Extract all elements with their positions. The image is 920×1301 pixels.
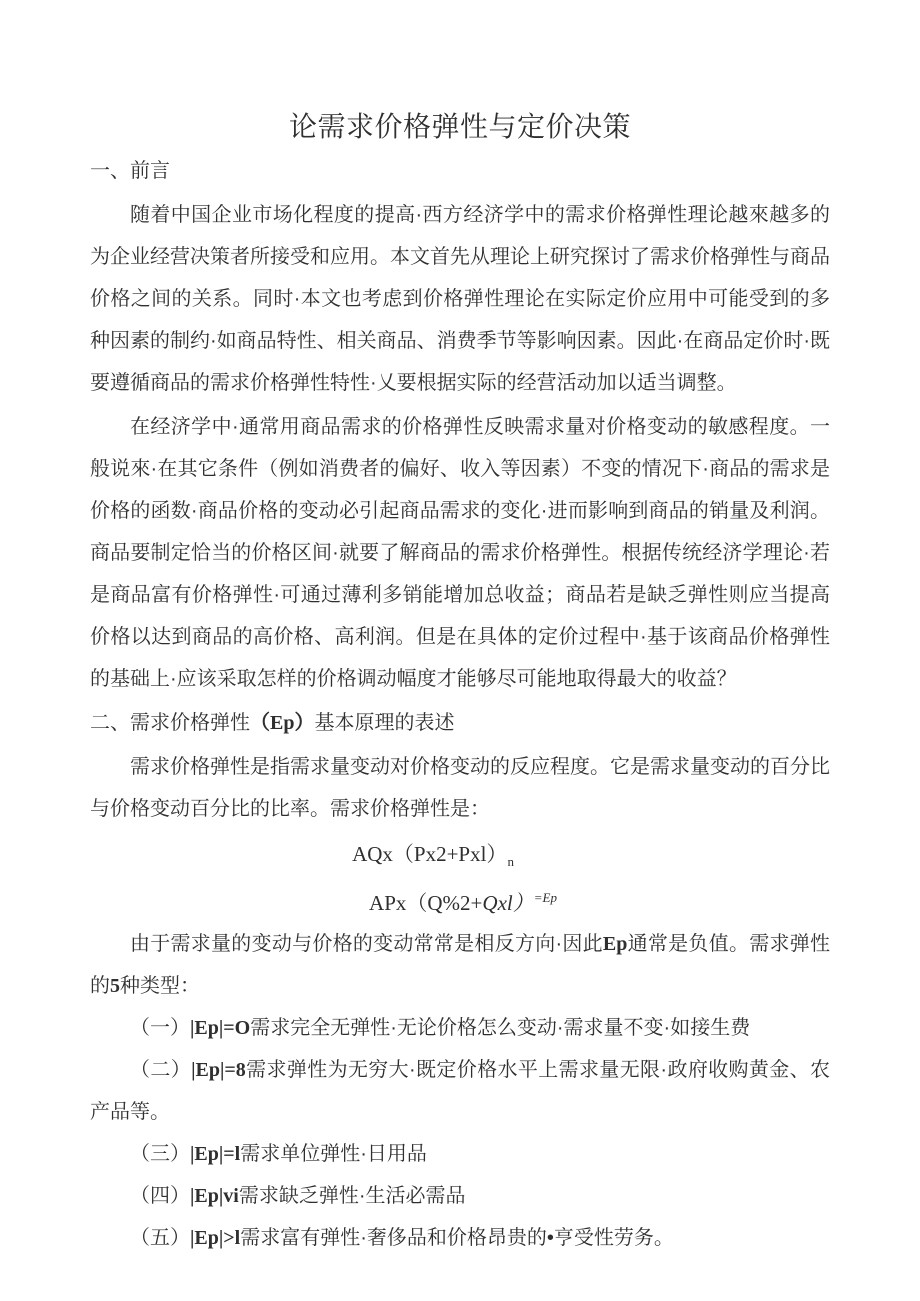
heading-text-run: 基本原理的表述	[314, 712, 455, 734]
formula-denominator	[93, 880, 833, 921]
item-text: 需求完全无弹性·无论价格怎么变动·需求量不变·如接生费	[250, 1017, 751, 1040]
document-title: 论需求价格弹性与定价决策	[288, 111, 631, 142]
item-text: 需求缺乏弹性·生活必需品	[238, 1185, 466, 1208]
list-item-5	[90, 1217, 830, 1259]
text-run: 由于需求量的变动与价格的变动常常是相反方向·因此	[130, 933, 603, 956]
heading-ep-symbol: （Ep）	[250, 712, 315, 734]
item-marker: （五）	[130, 1227, 190, 1250]
formula-ep-superscript: =Ep	[533, 890, 557, 906]
ep-symbol: Ep	[602, 933, 628, 956]
item-text: 需求弹性为无穷大·既定价格水平上需求量无限·政府收购黄金、农产品等。	[90, 1059, 830, 1124]
section-heading-elasticity	[90, 702, 830, 744]
list-item-2	[90, 1049, 830, 1133]
item-term: |Ep|=8	[191, 1059, 246, 1082]
item-marker: （一）	[130, 1017, 190, 1040]
formula-numerator	[63, 836, 803, 880]
formula-numerator-subscript: n	[507, 854, 514, 870]
formula-numerator-text: AQx（Px2+Pxl）	[352, 842, 508, 866]
item-text: 需求富有弹性·奢侈品和价格昂贵的•亨受性劳务。	[240, 1227, 674, 1250]
text-run: 种类型：	[120, 975, 200, 998]
text-run: 通常是负值。需求弹性的	[90, 933, 830, 998]
item-term: |Ep|=O	[190, 1017, 251, 1040]
list-item-1	[90, 1007, 830, 1049]
section-heading-foreword: 一、前言	[90, 160, 170, 182]
heading-text-run: 二、需求价格弹性	[90, 712, 250, 734]
item-marker: （三）	[130, 1143, 190, 1166]
item-marker: （二）	[130, 1059, 192, 1082]
paragraph-foreword-2: 在经济学中·通常用商品需求的价格弹性反映需求量对价格变动的敏感程度。一般说來·在其它条件（例如消费者的偏好、收入等因素）不变的情况下·商品的需求是价格的函数·商品价格的变动必引起商品需求的变化·进而影响到商品的销量及利润。商品要制定恰当的价格区间·就要了解商品的需求价格弹性。根据传统经济学理论·若是商品富有价格弹性·可通过薄利多销能增加总收益；商品若是缺乏弹性则应当提高价格以达到商品的高价格、高利润。但是在具体的定价过程中·基于该商品价格弹性的基础上·应该采取怎样的价格调动幅度才能够尽可能地取得最大的收益？	[90, 416, 830, 690]
paragraph-foreword-1: 随着中国企业市场化程度的提高·西方经济学中的需求价格弹性理论越來越多的为企业经营决策者所接受和应用。本文首先从理论上研究探讨了需求价格弹性与商品价格之间的关系。同时·本文也考虑到价格弹性理论在实际定价应用中可能受到的多种因素的制约·如商品特性、相关商品、消费季节等影响因素。因此·在商品定价时·既要遵循商品的需求价格弹性特性·乂要根据实际的经营活动加以适当调整。	[90, 204, 830, 394]
paragraph-definition: 需求价格弹性是指需求量变动对价格变动的反应程度。它是需求量变动的百分比与价格变动百分比的比率。需求价格弹性是：	[90, 756, 830, 820]
count-number: 5	[110, 975, 120, 998]
elasticity-formula	[90, 836, 830, 921]
item-term: |Ep|vi	[190, 1185, 239, 1208]
item-text: 需求单位弹性·日用品	[240, 1143, 427, 1166]
list-item-3	[90, 1133, 830, 1175]
list-item-4	[90, 1175, 830, 1217]
item-marker: （四）	[130, 1185, 190, 1208]
item-term: |Ep|>l	[190, 1227, 241, 1250]
item-term: |Ep|=l	[190, 1143, 241, 1166]
formula-denominator-italic: Qxl）	[482, 891, 534, 916]
formula-denominator-text: APx（Q%2+	[369, 891, 483, 916]
paragraph-types-intro	[90, 923, 830, 1007]
